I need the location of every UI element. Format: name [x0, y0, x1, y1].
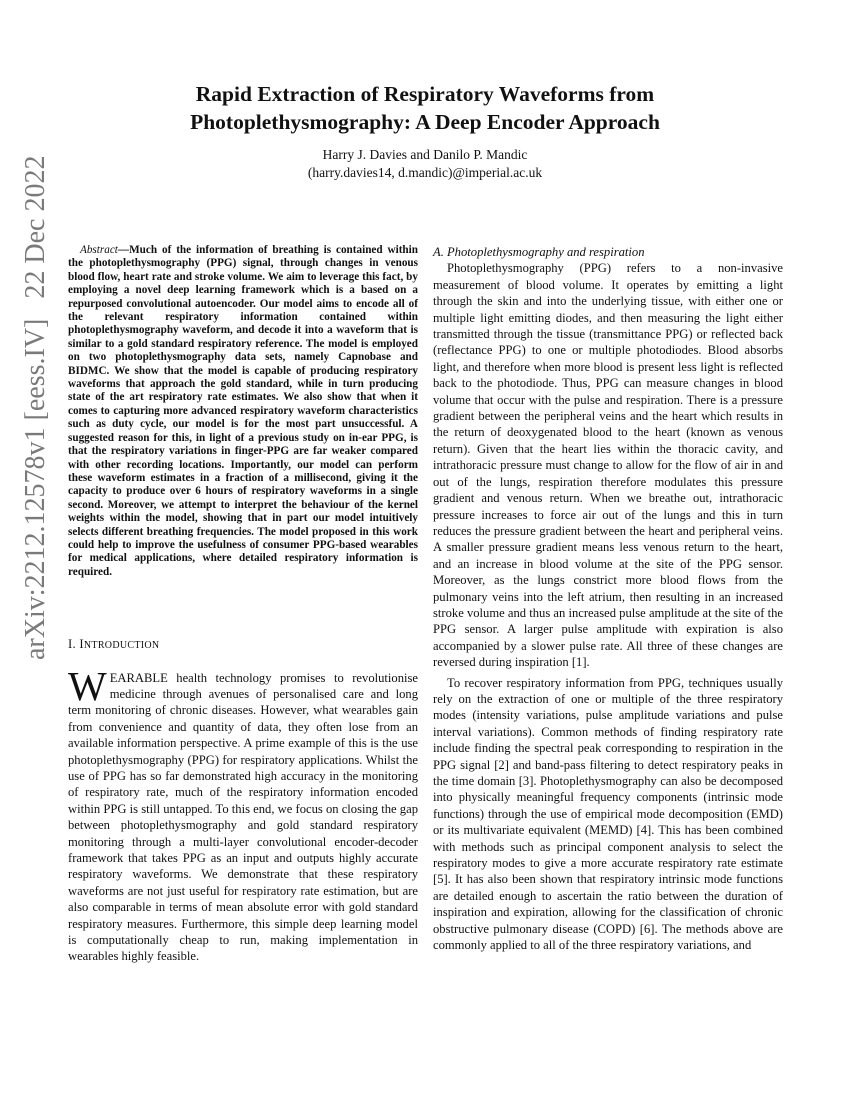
- arxiv-date: 22 Dec 2022: [20, 155, 51, 299]
- arxiv-identifier: [2, 155, 70, 660]
- title-line-2: Photoplethysmography: A Deep Encoder Approach: [190, 110, 660, 134]
- author-emails: (harry.davies14, d.mandic)@imperial.ac.uk: [307, 165, 543, 180]
- author-block: [100, 146, 750, 182]
- paper-title: [100, 80, 750, 136]
- intro-paragraph: [68, 662, 418, 965]
- abstract-text: —Much of the information of breathing is contained within the photoplethysmography (PPG) signal, through changes in venous blood flow, heart rate and stroke volume. We aim to leverage this fact, by employing a novel deep learning framework which is a based on a repurposed convolutional autoencoder. Our model aims to encode all of the relevant respiratory information contained within photoplethysmography waveform, and decode it into a waveform that is similar to a gold standard respiratory reference. The model is employed on two photoplethysmography data sets, namely Capnobase and BIDMC. We show that the model is capable of producing respiratory waveforms that approach the gold standard, while in turn producing state of the art respiratory rate estimates. We also show that when it comes to capturing more advanced respiratory waveform characteristics such as duty cycle, our model is for the most part unsuccessful. A suggested reason for this, in light of a previous study on in-ear PPG, is that the respiratory variations in finger-PPG are far weaker compared with other recording locations. Importantly, our model can perform these waveform estimates in a fraction of a millisecond, giving it the capacity to produce over 6 hours of respiratory waveforms in a single second. Moreover, we attempt to interpret the behaviour of the kernel weights within the model, showing that in part our model intuitively selects different breathing frequencies. The model proposed in this work could help to improve the usefulness of consumer PPG-based wearables for medical applications, where detailed respiratory information is required.: [68, 244, 418, 578]
- left-column: [68, 244, 418, 965]
- subsection-paragraph-1: Photoplethysmography (PPG) refers to a non-invasive measurement of blood volume. It operates by emitting a light through the skin and into the underlying tissue, with either one or multiple light emitting diodes, and then measuring the light either transmitted through the tissue (transmittance PPG) or reflected back (reflectance PPG) to one or multiple photodiodes. Blood absorbs light, and therefore when more blood is present less light is reflected back to the photodiode. Thus, PPG can measure changes in blood volume that occur with the pulse and respiration. There is a pressure gradient between the peripheral veins and the heart which results in the return of deoxygenated blood to the heart (known as venous return). Given that the heart lies within the thoracic cavity, and intrathoracic pressure must change to allow for the flow of air in and out of the lungs, respiration therefore modulates this pressure gradient and venous return. When we breathe out, intrathoracic pressure increases to force air out of the lungs and this in turn reduces the pressure gradient between the heart and peripheral veins. A smaller pressure gradient means less venous return to the heart, and an increase in blood volume at the site of the PPG sensor. Moreover, as the lungs constrict more blood flows from the pulmonary veins into the left atrium, then resulting in an increased stroke volume and thus an increased pulse amplitude at the site of the PPG sensor. A larger pulse amplitude with expiration is also accompanied by a slower pulse rate. All three of these changes are reversed during inspiration [1].: [433, 261, 783, 670]
- intro-lead: EARABLE: [109, 670, 168, 685]
- arxiv-id: arXiv:2212.12578v1 [eess.IV]: [20, 318, 51, 660]
- abstract-label: Abstract: [80, 244, 118, 256]
- drop-cap: W: [68, 662, 107, 709]
- title-line-1: Rapid Extraction of Respiratory Waveforms from: [195, 82, 655, 106]
- abstract: [68, 244, 418, 579]
- subsection-heading: A. Photoplethysmography and respiration: [433, 245, 645, 259]
- right-column: [433, 244, 783, 953]
- subsection-paragraph-2: To recover respiratory information from PPG, techniques usually rely on the extraction of one or multiple of the three respiratory modes (intensity variations, pulse amplitude variations and pulse interval variations). Common methods of finding respiratory rate include finding the spectral peak corresponding to respiration in the PPG signal [2] and band-pass filtering to detect respiratory peaks in the time domain [3]. Photoplethysmography can also be decomposed into physically meaningful frequency components (intrinsic mode functions) through the use of empirical mode decomposition (EMD) or its multivariate equivalent (MEMD) [4]. This has been combined with methods such as principal component analysis to select the respiratory modes to give a more accurate respiratory rate estimate [5]. It has also been shown that respiratory intrinsic mode functions are detailed enough to ascertain the ratio between the duration of inspiration and expiration, allowing for the classification of chronic obstructive pulmonary disease (COPD) [6]. The methods above are commonly applied to all of the three respiratory variations, and: [433, 675, 783, 953]
- section-heading-introduction: I. INTRODUCTION: [68, 637, 160, 652]
- intro-text: health technology promises to revolutionise medicine through avenues of personalised care and long term monitoring of chronic diseases. However, what wearables gain from convenience and quantity of data, they often lose from an available information perspective. A prime example of this is the use photoplethysmography (PPG) for respiratory applications. Whilst the use of PPG has so far demonstrated high accuracy in the monitoring of respiratory rate, much of the respiratory information encoded within PPG is still untapped. To this end, we focus on closing the gap between photoplethysmography and gold standard respiratory monitoring through a multi-layer convolutional encoder-decoder framework that takes PPG as an input and outputs highly accurate respiratory waveforms. We demonstrate that these respiratory waveforms are not just useful for respiratory rate estimation, but are also comparable in terms of mean absolute error with gold standard respiratory measures. Furthermore, this simple deep learning model is computationally cheap to run, making implementation in wearables highly feasible.: [68, 670, 418, 964]
- author-names: Harry J. Davies and Danilo P. Mandic: [322, 147, 528, 162]
